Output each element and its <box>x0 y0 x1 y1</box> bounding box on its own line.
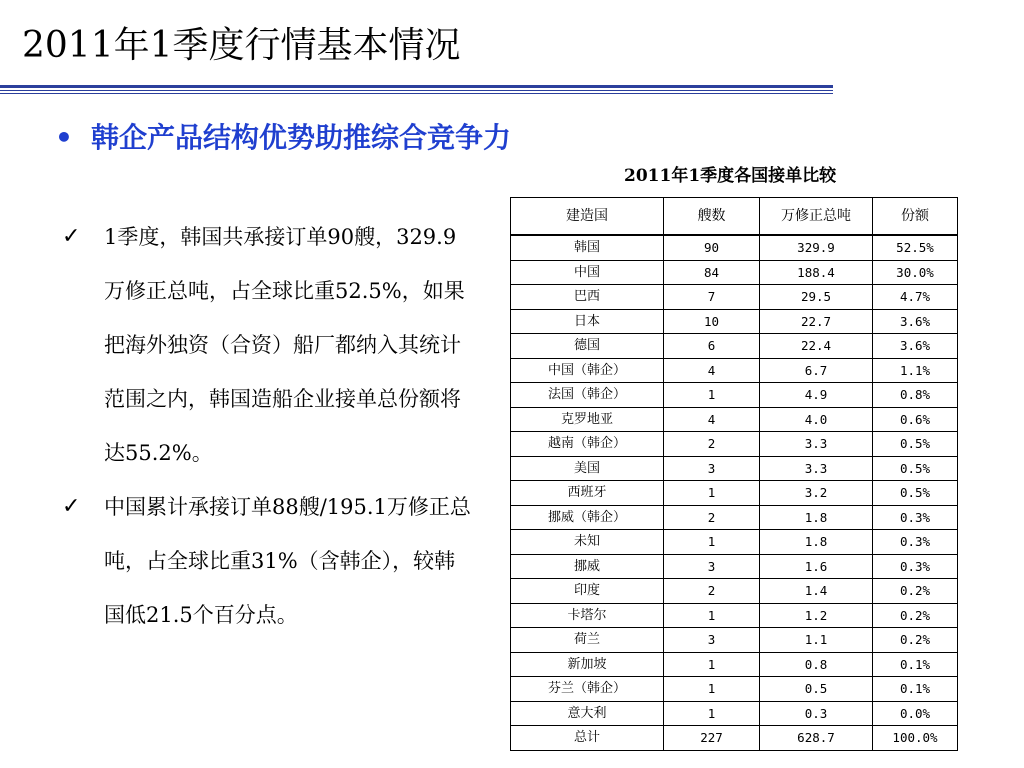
table-row <box>511 407 958 432</box>
cell-tonnage: 6.7 <box>760 358 873 383</box>
column-header-country: 建造国 <box>511 198 664 236</box>
cell-tonnage: 188.4 <box>760 260 873 285</box>
cell-ships: 6 <box>664 334 760 359</box>
table-row <box>511 726 958 751</box>
cell-ships: 7 <box>664 285 760 310</box>
cell-tonnage: 22.7 <box>760 309 873 334</box>
cell-ships: 2 <box>664 432 760 457</box>
cell-country: 法国（韩企） <box>511 383 664 408</box>
cell-ships: 1 <box>664 383 760 408</box>
table-header-row <box>511 198 958 236</box>
cell-country: 挪威（韩企） <box>511 505 664 530</box>
cell-ships: 2 <box>664 579 760 604</box>
cell-ships: 4 <box>664 358 760 383</box>
cell-ships: 3 <box>664 554 760 579</box>
cell-share: 1.1% <box>873 358 958 383</box>
table-row <box>511 677 958 702</box>
cell-share: 0.5% <box>873 456 958 481</box>
cell-country: 美国 <box>511 456 664 481</box>
orders-table <box>510 197 958 751</box>
cell-country: 中国 <box>511 260 664 285</box>
cell-share: 3.6% <box>873 334 958 359</box>
cell-ships: 4 <box>664 407 760 432</box>
bullet-point-text: 1季度，韩国共承接订单90艘，329.9万修正总吨，占全球比重52.5%，如果把海外独资（合资）船厂都纳入其统计范围之内，韩国造船企业接单总份额将达55.2%。 <box>104 225 465 465</box>
cell-share: 0.2% <box>873 603 958 628</box>
cell-share: 52.5% <box>873 235 958 260</box>
cell-tonnage: 1.2 <box>760 603 873 628</box>
cell-country: 荷兰 <box>511 628 664 653</box>
bullet-points <box>62 210 472 642</box>
table-row <box>511 358 958 383</box>
cell-share: 0.3% <box>873 554 958 579</box>
cell-tonnage: 628.7 <box>760 726 873 751</box>
cell-country: 韩国 <box>511 235 664 260</box>
cell-share: 0.2% <box>873 628 958 653</box>
column-header-tonnage: 万修正总吨 <box>760 198 873 236</box>
table-row <box>511 652 958 677</box>
cell-tonnage: 0.8 <box>760 652 873 677</box>
table-row <box>511 481 958 506</box>
cell-country: 意大利 <box>511 701 664 726</box>
cell-country: 芬兰（韩企） <box>511 677 664 702</box>
cell-country: 越南（韩企） <box>511 432 664 457</box>
title-divider <box>0 85 833 88</box>
cell-tonnage: 22.4 <box>760 334 873 359</box>
cell-share: 0.3% <box>873 530 958 555</box>
cell-tonnage: 0.3 <box>760 701 873 726</box>
cell-ships: 84 <box>664 260 760 285</box>
cell-share: 4.7% <box>873 285 958 310</box>
checkmark-icon: ✓ <box>62 224 81 249</box>
table-row <box>511 334 958 359</box>
column-header-share: 份额 <box>873 198 958 236</box>
cell-tonnage: 3.3 <box>760 432 873 457</box>
bullet-point <box>62 210 472 480</box>
cell-tonnage: 1.4 <box>760 579 873 604</box>
cell-share: 0.8% <box>873 383 958 408</box>
cell-tonnage: 0.5 <box>760 677 873 702</box>
cell-share: 3.6% <box>873 309 958 334</box>
slide-subtitle: 韩企产品结构优势助推综合竞争力 <box>91 121 512 154</box>
subtitle-row <box>55 118 511 158</box>
cell-country: 挪威 <box>511 554 664 579</box>
title-divider-thin-2 <box>0 93 833 94</box>
cell-tonnage: 29.5 <box>760 285 873 310</box>
table-row <box>511 285 958 310</box>
cell-ships: 1 <box>664 677 760 702</box>
cell-share: 0.5% <box>873 481 958 506</box>
cell-ships: 1 <box>664 652 760 677</box>
checkmark-icon: ✓ <box>62 494 81 519</box>
table-caption: 2011年1季度各国接单比较 <box>624 166 837 186</box>
cell-country: 日本 <box>511 309 664 334</box>
table-row <box>511 456 958 481</box>
cell-ships: 1 <box>664 530 760 555</box>
cell-ships: 1 <box>664 603 760 628</box>
table-row <box>511 530 958 555</box>
table-row <box>511 603 958 628</box>
table-row <box>511 701 958 726</box>
cell-share: 0.2% <box>873 579 958 604</box>
table-row <box>511 235 958 260</box>
cell-country: 总计 <box>511 726 664 751</box>
cell-tonnage: 329.9 <box>760 235 873 260</box>
cell-country: 巴西 <box>511 285 664 310</box>
bullet-point <box>62 480 472 642</box>
cell-share: 0.0% <box>873 701 958 726</box>
cell-tonnage: 1.8 <box>760 530 873 555</box>
cell-country: 未知 <box>511 530 664 555</box>
bullet-point-text: 中国累计承接订单88艘/195.1万修正总吨，占全球比重31%（含韩企），较韩国低21.5个百分点。 <box>104 495 471 627</box>
cell-country: 卡塔尔 <box>511 603 664 628</box>
cell-share: 0.6% <box>873 407 958 432</box>
cell-share: 0.3% <box>873 505 958 530</box>
title-divider-thin <box>0 90 833 91</box>
cell-tonnage: 4.9 <box>760 383 873 408</box>
table-row <box>511 432 958 457</box>
cell-share: 0.1% <box>873 652 958 677</box>
slide-title: 2011年1季度行情基本情况 <box>22 25 461 66</box>
cell-ships: 1 <box>664 481 760 506</box>
cell-ships: 3 <box>664 456 760 481</box>
table-row <box>511 505 958 530</box>
cell-tonnage: 3.3 <box>760 456 873 481</box>
cell-ships: 10 <box>664 309 760 334</box>
bullet-icon: • <box>55 121 73 154</box>
cell-tonnage: 1.6 <box>760 554 873 579</box>
table-row <box>511 579 958 604</box>
cell-tonnage: 1.8 <box>760 505 873 530</box>
cell-ships: 90 <box>664 235 760 260</box>
table-row <box>511 309 958 334</box>
cell-ships: 227 <box>664 726 760 751</box>
cell-ships: 3 <box>664 628 760 653</box>
table-row <box>511 554 958 579</box>
cell-ships: 2 <box>664 505 760 530</box>
cell-share: 0.5% <box>873 432 958 457</box>
cell-share: 30.0% <box>873 260 958 285</box>
cell-country: 中国（韩企） <box>511 358 664 383</box>
cell-country: 新加坡 <box>511 652 664 677</box>
column-header-ships: 艘数 <box>664 198 760 236</box>
cell-ships: 1 <box>664 701 760 726</box>
cell-share: 0.1% <box>873 677 958 702</box>
table-row <box>511 628 958 653</box>
cell-tonnage: 3.2 <box>760 481 873 506</box>
cell-tonnage: 4.0 <box>760 407 873 432</box>
table-body <box>511 235 958 750</box>
cell-country: 德国 <box>511 334 664 359</box>
cell-tonnage: 1.1 <box>760 628 873 653</box>
cell-country: 印度 <box>511 579 664 604</box>
table-row <box>511 383 958 408</box>
cell-country: 克罗地亚 <box>511 407 664 432</box>
cell-share: 100.0% <box>873 726 958 751</box>
cell-country: 西班牙 <box>511 481 664 506</box>
table-row <box>511 260 958 285</box>
